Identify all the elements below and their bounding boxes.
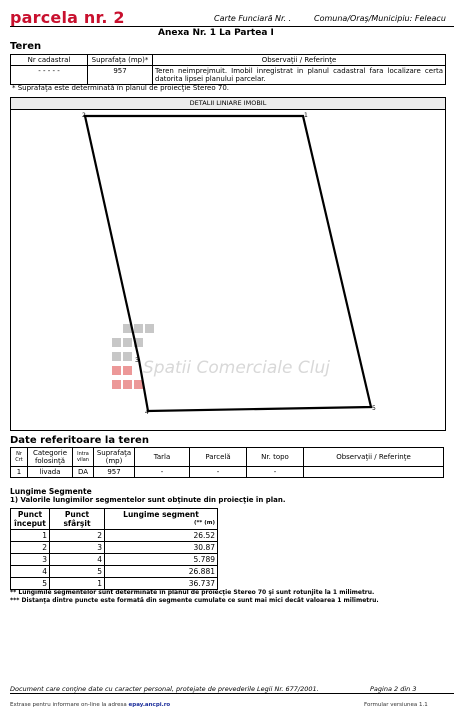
col-categorie: Categorie folosinţă xyxy=(28,448,73,467)
segment-cell: 4 xyxy=(50,554,105,566)
teren-note: * Suprafaţa este determinată în planul de proiecţie Stereo 70. xyxy=(12,84,230,92)
point-label-4: 4 xyxy=(145,409,149,416)
col-parcela: Parcelă xyxy=(190,448,247,467)
lungime-subtitle: 1) Valorile lungimilor segmentelor sunt obţinute din proiecţie în plan. xyxy=(10,496,286,504)
footer-extras-link[interactable]: epay.ancpi.ro xyxy=(128,702,171,708)
segment-cell: 36.737 xyxy=(105,578,218,590)
header-rule xyxy=(10,26,454,27)
segment-cell: 2 xyxy=(50,530,105,542)
footer-legal: Document care conţine date cu caracter personal, protejate de prevederile Legii Nr. 677/2001. xyxy=(10,685,319,693)
point-label-1: 1 xyxy=(304,112,308,119)
segment-row xyxy=(11,566,218,578)
segment-cell: 5 xyxy=(50,566,105,578)
segment-cell: 26.52 xyxy=(105,530,218,542)
footer-extras xyxy=(10,702,170,708)
segment-row xyxy=(11,578,218,590)
plan-title: DETALII LINIARE IMOBIL xyxy=(10,97,446,110)
col-nr-cadastral: Nr cadastral xyxy=(11,55,88,66)
cell-observatii: Teren neimprejmuit. Imobil inregistrat in planul cadastral fara localizare certa datorita lipsei planului parcelar. xyxy=(153,66,446,85)
lungime-title: Lungime Segmente xyxy=(10,487,92,496)
lungime-segment-label: Lungime segment xyxy=(123,510,199,519)
segment-cell: 1 xyxy=(50,578,105,590)
footer-rule xyxy=(10,693,454,694)
footer-version: Formular versiunea 1.1 xyxy=(364,702,428,708)
segment-cell: 3 xyxy=(11,554,50,566)
lungime-note-1: ** Lungimile segmentelor sunt determinate în planul de proiecţie Stereo 70 şi sunt rotunjite la 1 milimetru. xyxy=(10,589,375,596)
date-teren-cell: - xyxy=(135,467,190,478)
cell-suprafata: 957 xyxy=(88,66,153,85)
cell-nr-cadastral: - - - - - xyxy=(11,66,88,85)
segment-cell: 5 xyxy=(11,578,50,590)
col-punct-sfarsit: Punct sfârşit xyxy=(50,509,105,530)
date-teren-section-title: Date referitoare la teren xyxy=(10,435,149,446)
anexa-title: Anexa Nr. 1 La Partea I xyxy=(158,28,274,38)
col-tarla: Tarla xyxy=(135,448,190,467)
col-suprafata: Suprafaţa (mp)* xyxy=(88,55,153,66)
parcel-drawing xyxy=(11,109,445,430)
date-teren-cell xyxy=(304,467,444,478)
segment-cell: 2 xyxy=(11,542,50,554)
lungime-note-2: *** Distanţa dintre puncte este formată din segmente cumulate ce sunt mai mici decât valoarea 1 milimetru. xyxy=(10,597,379,604)
segment-row xyxy=(11,542,218,554)
col-nr-crt: Nr Crt xyxy=(11,448,28,467)
col-intravilan: Intra vilan xyxy=(73,448,94,467)
lungime-unit-label: (** (m) xyxy=(194,520,215,526)
segment-row xyxy=(11,554,218,566)
date-teren-cell: - xyxy=(190,467,247,478)
segment-cell: 3 xyxy=(50,542,105,554)
col-lungime-segment xyxy=(105,509,218,530)
col-suprafata-mp: Suprafaţa (mp) xyxy=(94,448,135,467)
footer-page: Pagina 2 din 3 xyxy=(370,685,417,693)
point-label-5: 5 xyxy=(372,405,376,412)
point-label-2: 2 xyxy=(82,112,86,119)
segment-cell: 1 xyxy=(11,530,50,542)
date-teren-cell: DA xyxy=(73,467,94,478)
teren-table xyxy=(10,54,446,85)
carte-funciara-label: Carte Funciară Nr. . xyxy=(214,14,292,23)
point-label-3: 3 xyxy=(135,357,139,364)
col-punct-inceput: Punct început xyxy=(11,509,50,530)
plan-box xyxy=(10,109,446,431)
col-observatii: Observaţii / Referinţe xyxy=(153,55,446,66)
date-teren-cell: 1 xyxy=(11,467,28,478)
segment-row xyxy=(11,530,218,542)
date-teren-cell: - xyxy=(247,467,304,478)
date-teren-table xyxy=(10,447,444,478)
col-observatii-ref: Observaţii / Referinţe xyxy=(304,448,444,467)
col-nr-topo: Nr. topo xyxy=(247,448,304,467)
date-teren-cell: livada xyxy=(28,467,73,478)
segment-cell: 5.789 xyxy=(105,554,218,566)
watermark-text: Spatii Comerciale Cluj xyxy=(143,358,330,378)
date-teren-cell: 957 xyxy=(94,467,135,478)
comuna-label: Comuna/Oraş/Municipiu: Feleacu xyxy=(314,14,446,23)
segment-cell: 4 xyxy=(11,566,50,578)
teren-section-title: Teren xyxy=(10,41,42,52)
footer-extras-text: Extrase pentru informare on-line la adresa xyxy=(10,702,127,708)
segment-cell: 26.881 xyxy=(105,566,218,578)
parcela-title: parcela nr. 2 xyxy=(10,8,125,27)
lungime-table xyxy=(10,508,218,590)
segment-cell: 30.87 xyxy=(105,542,218,554)
